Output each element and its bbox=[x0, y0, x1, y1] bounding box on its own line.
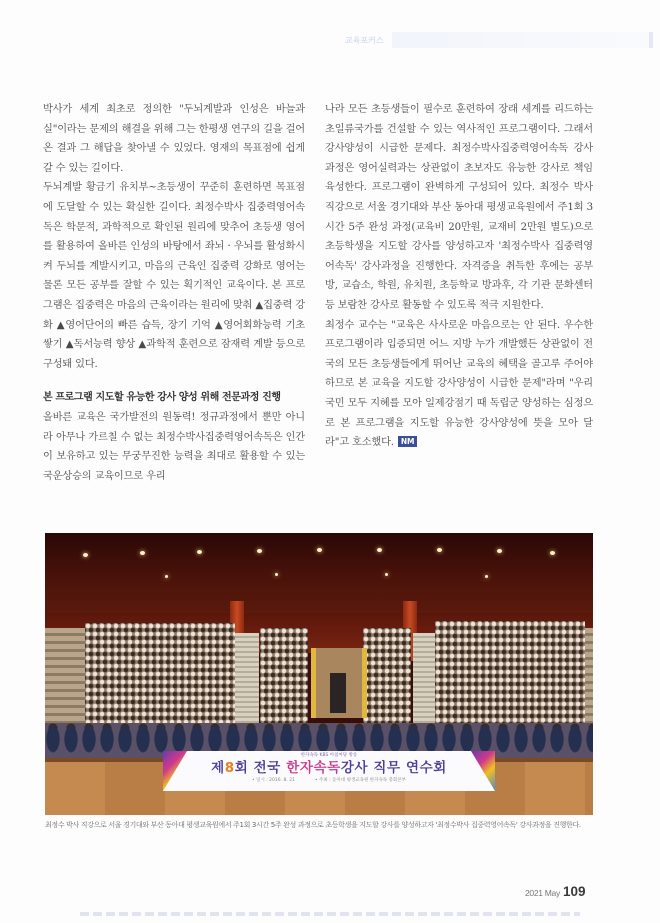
center-door bbox=[311, 648, 367, 718]
stairs bbox=[413, 633, 435, 723]
banner-top-line: 한자속독 KBS 아침마당 방송 bbox=[300, 753, 358, 758]
paragraph: 올바른 교육은 국가발전의 원동력! 정규과정에서 뿐만 아니라 아무나 가르칠 수 없는 최정수박사집중력영어속독은 인간이 보유하고 있는 무궁무진한 능력을 최대로 활용할 수 있는 국운상승의 교육이므로 우리 bbox=[43, 411, 305, 482]
ceiling-light bbox=[83, 553, 88, 557]
auditorium-photo bbox=[45, 533, 593, 815]
ceiling-light bbox=[257, 549, 262, 553]
ceiling-light bbox=[140, 551, 145, 555]
ceiling-light bbox=[165, 575, 168, 578]
crowd-right bbox=[435, 621, 585, 733]
ceiling-light bbox=[377, 548, 382, 552]
paragraph: 나라 모든 초등생들이 필수로 훈련하여 장래 세계를 리드하는 초일류국가를 건설할 수 있는 역사적인 프로그램이다. 그래서 강사양성이 시급한 문제다. 최정수박사집중력영어속독 강사 과정은 영어실력과는 상관없이 초보자도 유능한 강사로 책임 육성한다. 프로그램이 완벽하게 구성되어 있다. 최정수 박사 직강으로 서울 경기대와 부산 동아대 평생교육원에서 주1회 3시간 5주 완성 과정(교육비 20만원, 교재비 2만원 별도)으로 초등학생을 지도할 강사를 양성하고자 '최정수박사 집중력영어속독' 강사과정을 진행한다. 자격증을 취득한 후에는 공부방, 교습소, 학원, 유치원, 초등학교 방과후, 각 기관 문화센터 등 보람찬 강사로 활동할 수 있도록 적극 지원한다. bbox=[325, 104, 593, 311]
ceiling-light bbox=[317, 548, 322, 552]
ceiling-light bbox=[497, 549, 502, 553]
event-banner bbox=[163, 751, 495, 791]
ceiling-light bbox=[485, 575, 488, 578]
paragraph: 두뇌계발 황금기 유치부~초등생이 꾸준히 훈련하면 목표점에 도달할 수 있는 확실한 길이다. 최정수박사 집중력영어속독은 학문적, 과학적으로 확인된 원리에 맞추어 초등생 영어를 활용하여 올바른 인성의 바탕에서 좌뇌 · 우뇌를 활성화시켜 두뇌를 계발시키고, 마음의 근육인 집중력 강화로 영어는 물론 모든 공부를 잘할 수 있는 획기적인 교육이다. 본 프로그램은 집중력은 마음의 근육이라는 원리에 맞춰 ▲집중력 강화 ▲영어단어의 빠른 습득, 장기 기억 ▲영어회화능력 기초 쌓기 ▲독서능력 향상 ▲과학적 훈련으로 잠재력 계발 등으로 구성돼 있다. bbox=[43, 182, 305, 370]
faint-showthrough-bottom bbox=[80, 912, 580, 916]
stairs bbox=[235, 633, 259, 723]
paragraph-text: 최정수 교수는 "교육은 사사로운 마음으로는 안 된다. 우수한 프로그램이라 입증되면 어느 지방 누가 개발했든 상관없이 전국의 모든 초등생들에게 뛰어난 교육의 혜택을 골고루 주어야 하므로 본 교육을 지도할 강사양성이 시급한 문제"라며 "우리 국민 모두 지혜를 모아 일제강점기 때 독립군 양성하는 심정으로 본 프로그램을 지도할 유능한 강사양성에 뜻을 모아 달라"고 호소했다. bbox=[325, 319, 593, 449]
ceiling-light bbox=[275, 573, 278, 576]
ceiling-light bbox=[385, 573, 388, 576]
paragraph-with-end-mark bbox=[325, 316, 593, 453]
crowd-center-right bbox=[363, 628, 411, 728]
faint-header-bar bbox=[392, 32, 653, 48]
paragraph: 박사가 세계 최초로 정의한 "두뇌계발과 인성은 바늘과 실"이라는 문제의 해결을 위해 그는 한평생 연구의 길을 걸어온 결과 그 해답을 찾아낼 수 있었다. 영재의 목표점에 쉽게 갈 수 있는 길이다. bbox=[43, 104, 305, 174]
issue-date: 2021 May bbox=[525, 888, 560, 898]
end-mark-badge: NM bbox=[398, 436, 417, 447]
article-left-column bbox=[43, 100, 305, 486]
page-number: 109 bbox=[562, 884, 586, 899]
ceiling-light bbox=[197, 550, 202, 554]
section-subheading: 본 프로그램 지도할 유능한 강사 양성 위해 전문과정 진행 bbox=[43, 392, 281, 404]
crowd-left bbox=[85, 623, 235, 733]
faint-header-label: 교육포커스 bbox=[345, 35, 384, 45]
page-footer bbox=[525, 883, 585, 901]
faint-header-showthrough bbox=[345, 30, 653, 50]
banner-details: • 일시 : 2016. 8. 21 • 주최 : 동아대 평생교육원 한자속독 총회본부 bbox=[252, 778, 406, 783]
crowd-center-left bbox=[260, 628, 308, 728]
banner-title: 제8회 전국 한자속독강사 직무 연수회 bbox=[211, 760, 447, 776]
photo-caption: 최정수 박사 직강으로 서울 경기대와 부산 동아대 평생교육원에서 주1회 3시간 5주 완성 과정으로 초등학생을 지도할 강사를 양성하고자 '최정수박사 집중력영어속독' 강사과정을 진행한다. bbox=[45, 821, 581, 829]
ceiling-light bbox=[550, 551, 555, 555]
article-right-column bbox=[325, 100, 593, 453]
ceiling bbox=[45, 533, 593, 613]
ceiling-light bbox=[437, 548, 442, 552]
